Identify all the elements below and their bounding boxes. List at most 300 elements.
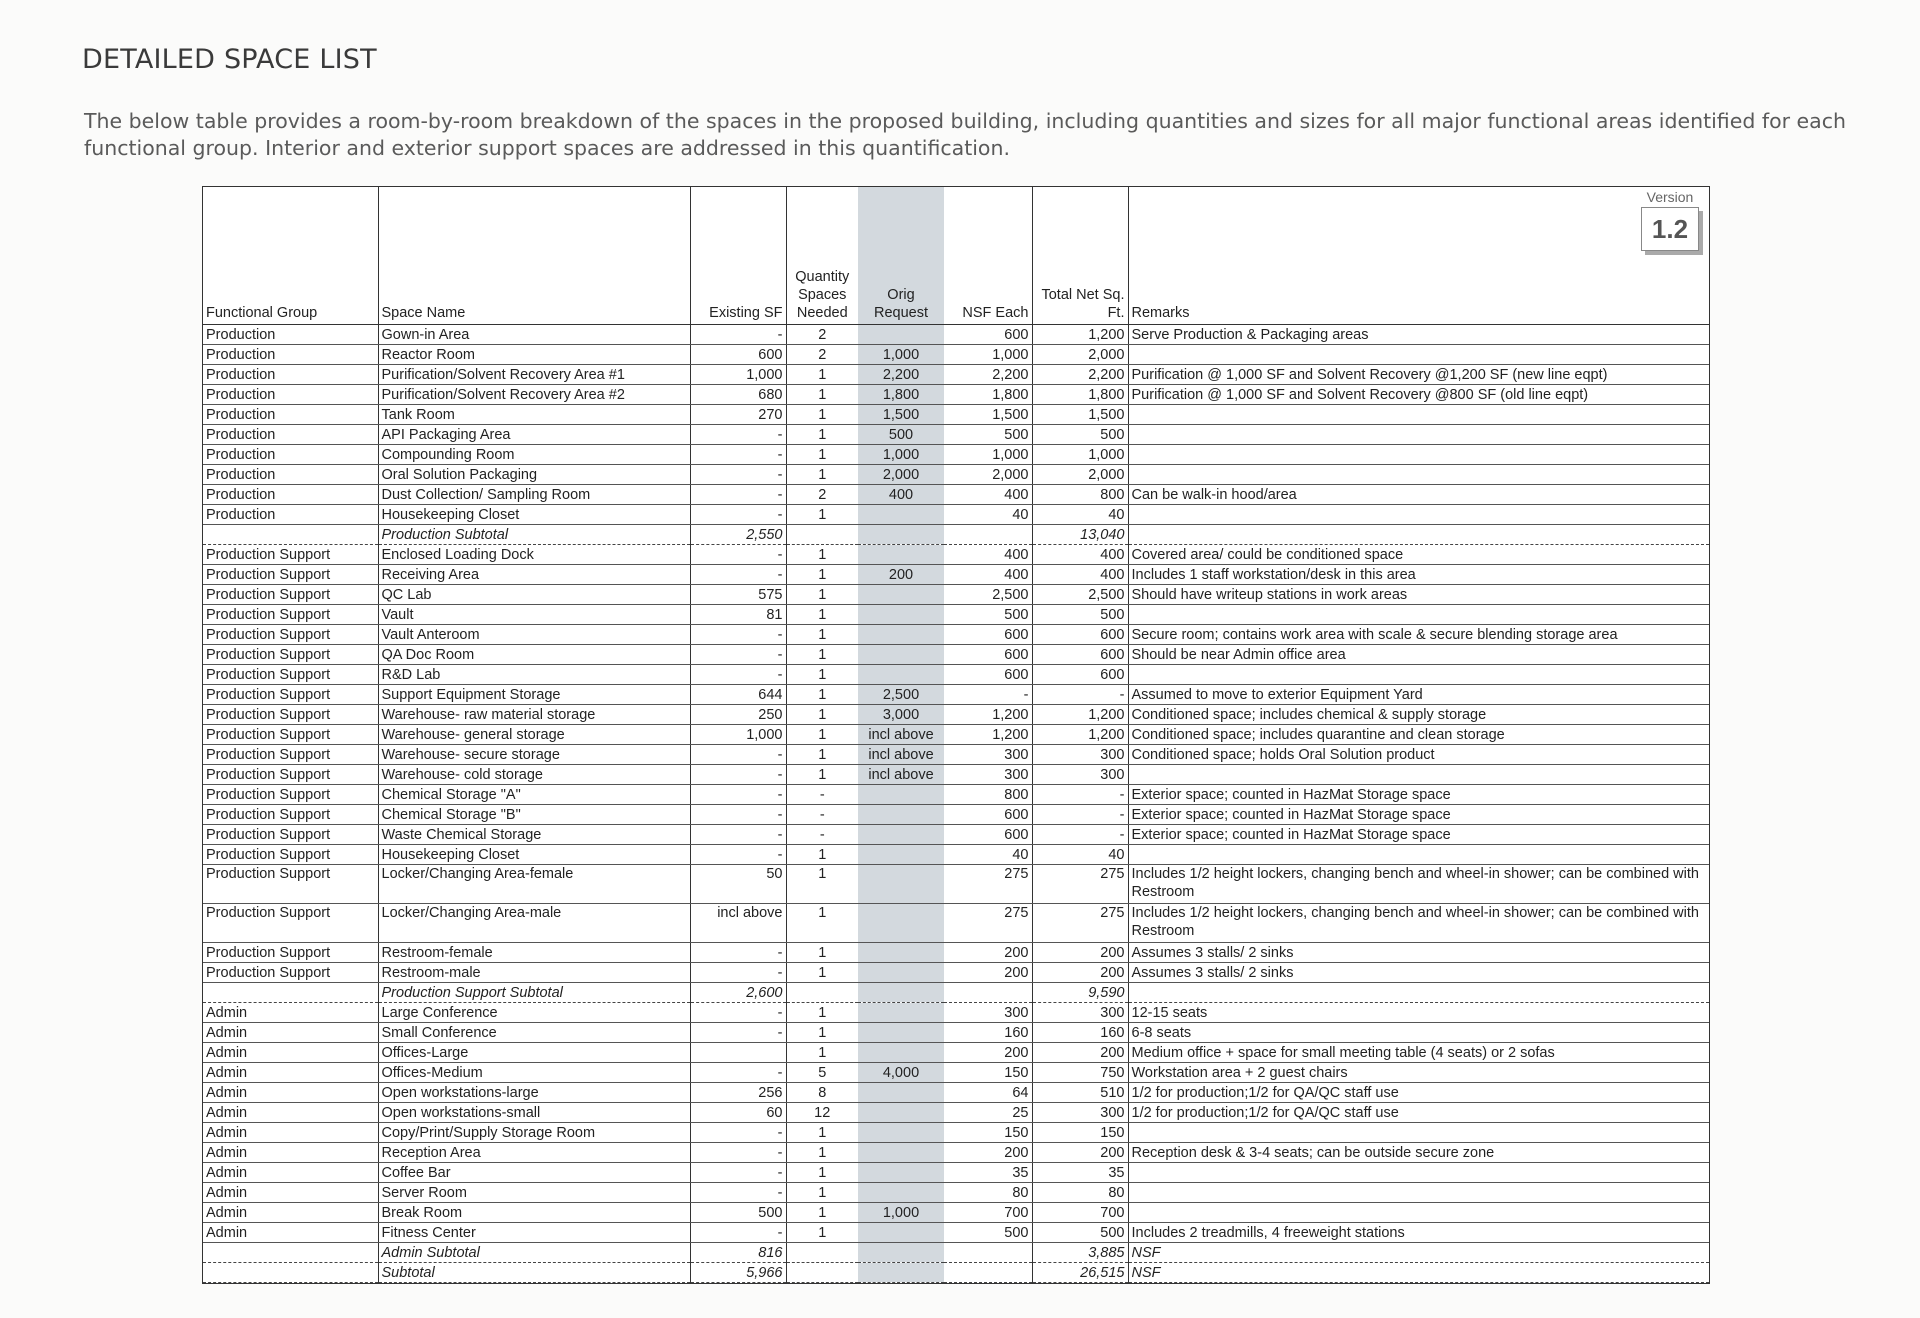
- cell-total-net-sf: 200: [1032, 943, 1128, 963]
- cell-nsf-each: 80: [944, 1183, 1032, 1203]
- cell-orig-request: [858, 545, 944, 565]
- cell-space-name: Warehouse- raw material storage: [378, 705, 690, 725]
- cell-space-name: Enclosed Loading Dock: [378, 545, 690, 565]
- cell-orig-request: [858, 625, 944, 645]
- cell-space-name: Warehouse- general storage: [378, 725, 690, 745]
- cell-quantity: 1: [786, 665, 858, 685]
- cell-remarks: [1128, 405, 1709, 425]
- cell-quantity: 1: [786, 585, 858, 605]
- cell-functional-group: Admin: [203, 1163, 378, 1183]
- cell-remarks: Includes 1/2 height lockers, changing bench and wheel-in shower; can be combined with Restroom: [1128, 865, 1709, 904]
- cell-total-net-sf: 1,800: [1032, 385, 1128, 405]
- cell-orig-request: [858, 645, 944, 665]
- cell-remarks: Medium office + space for small meeting table (4 seats) or 2 sofas: [1128, 1043, 1709, 1063]
- cell-quantity: 2: [786, 325, 858, 345]
- cell-existing-sf: -: [690, 625, 786, 645]
- cell-quantity: 1: [786, 1123, 858, 1143]
- cell-space-name: Warehouse- cold storage: [378, 765, 690, 785]
- cell-functional-group: Production Support: [203, 565, 378, 585]
- cell-functional-group: Production: [203, 445, 378, 465]
- table-row: [203, 845, 1709, 865]
- cell-quantity: 1: [786, 1163, 858, 1183]
- cell-space-name: Fitness Center: [378, 1223, 690, 1243]
- cell-nsf-each: 200: [944, 963, 1032, 983]
- cell-nsf-each: 300: [944, 1003, 1032, 1023]
- cell-total-net-sf: 200: [1032, 963, 1128, 983]
- space-list-table: [203, 187, 1709, 1283]
- cell-nsf-each: 500: [944, 425, 1032, 445]
- cell-total-net-sf: 160: [1032, 1023, 1128, 1043]
- table-row: [203, 705, 1709, 725]
- cell-remarks: Exterior space; counted in HazMat Storage space: [1128, 805, 1709, 825]
- cell-remarks: [1128, 1163, 1709, 1183]
- cell-functional-group: Production: [203, 485, 378, 505]
- subtotal-row: [203, 1243, 1709, 1263]
- cell-existing-sf: -: [690, 1163, 786, 1183]
- cell-space-name: Oral Solution Packaging: [378, 465, 690, 485]
- cell-quantity: 1: [786, 505, 858, 525]
- cell-remarks: Should have writeup stations in work areas: [1128, 585, 1709, 605]
- cell-functional-group: Admin: [203, 1083, 378, 1103]
- cell-orig-request: [858, 1083, 944, 1103]
- cell-functional-group: Production Support: [203, 865, 378, 904]
- cell-existing-sf: 5,966: [690, 1263, 786, 1283]
- cell-functional-group: Production Support: [203, 645, 378, 665]
- intro-paragraph: The below table provides a room-by-room breakdown of the spaces in the proposed building, including quantities and sizes for all major functional areas identified for each functional group. Interior and exterior support spaces are addressed in this quantification.: [84, 109, 1846, 160]
- cell-remarks: 1/2 for production;1/2 for QA/QC staff use: [1128, 1083, 1709, 1103]
- cell-remarks: [1128, 605, 1709, 625]
- cell-remarks: Assumed to move to exterior Equipment Yard: [1128, 685, 1709, 705]
- cell-space-name: Restroom-male: [378, 963, 690, 983]
- cell-existing-sf: 680: [690, 385, 786, 405]
- cell-existing-sf: 500: [690, 1203, 786, 1223]
- page-title: DETAILED SPACE LIST: [82, 44, 377, 75]
- cell-nsf-each: 400: [944, 485, 1032, 505]
- cell-existing-sf: -: [690, 325, 786, 345]
- cell-orig-request: [858, 1243, 944, 1263]
- cell-quantity: [786, 1243, 858, 1263]
- cell-functional-group: Production Support: [203, 845, 378, 865]
- cell-existing-sf: -: [690, 425, 786, 445]
- cell-orig-request: [858, 505, 944, 525]
- cell-remarks: [1128, 505, 1709, 525]
- cell-quantity: [786, 525, 858, 545]
- table-row: [203, 765, 1709, 785]
- cell-nsf-each: 1,000: [944, 445, 1032, 465]
- cell-existing-sf: -: [690, 943, 786, 963]
- cell-total-net-sf: 275: [1032, 865, 1128, 904]
- cell-nsf-each: 300: [944, 765, 1032, 785]
- cell-existing-sf: -: [690, 963, 786, 983]
- cell-existing-sf: -: [690, 645, 786, 665]
- cell-nsf-each: 600: [944, 825, 1032, 845]
- cell-nsf-each: -: [944, 685, 1032, 705]
- cell-existing-sf: -: [690, 825, 786, 845]
- cell-remarks: Secure room; contains work area with scale & secure blending storage area: [1128, 625, 1709, 645]
- cell-total-net-sf: -: [1032, 825, 1128, 845]
- cell-quantity: 1: [786, 385, 858, 405]
- cell-remarks: Purification @ 1,000 SF and Solvent Recovery @800 SF (old line eqpt): [1128, 385, 1709, 405]
- cell-orig-request: 2,000: [858, 465, 944, 485]
- version-label: Version: [1646, 189, 1694, 205]
- table-row: [203, 345, 1709, 365]
- cell-nsf-each: 200: [944, 943, 1032, 963]
- table-row: [203, 365, 1709, 385]
- table-row: [203, 545, 1709, 565]
- cell-remarks: 12-15 seats: [1128, 1003, 1709, 1023]
- cell-total-net-sf: 35: [1032, 1163, 1128, 1183]
- cell-space-name: Large Conference: [378, 1003, 690, 1023]
- cell-remarks: Conditioned space; holds Oral Solution product: [1128, 745, 1709, 765]
- cell-remarks: Should be near Admin office area: [1128, 645, 1709, 665]
- cell-remarks: [1128, 445, 1709, 465]
- table-row: [203, 1203, 1709, 1223]
- cell-orig-request: 1,500: [858, 405, 944, 425]
- cell-remarks: Assumes 3 stalls/ 2 sinks: [1128, 943, 1709, 963]
- cell-nsf-each: 150: [944, 1063, 1032, 1083]
- cell-total-net-sf: 1,200: [1032, 705, 1128, 725]
- cell-nsf-each: 1,000: [944, 345, 1032, 365]
- cell-space-name: Locker/Changing Area-male: [378, 904, 690, 943]
- table-row: [203, 1043, 1709, 1063]
- cell-functional-group: Production Support: [203, 545, 378, 565]
- cell-remarks: [1128, 1183, 1709, 1203]
- cell-total-net-sf: 300: [1032, 745, 1128, 765]
- cell-existing-sf: -: [690, 845, 786, 865]
- cell-functional-group: Production Support: [203, 963, 378, 983]
- cell-nsf-each: 160: [944, 1023, 1032, 1043]
- cell-orig-request: [858, 1163, 944, 1183]
- cell-existing-sf: -: [690, 445, 786, 465]
- cell-total-net-sf: 40: [1032, 845, 1128, 865]
- cell-total-net-sf: 9,590: [1032, 983, 1128, 1003]
- cell-existing-sf: 600: [690, 345, 786, 365]
- cell-orig-request: 2,500: [858, 685, 944, 705]
- cell-total-net-sf: 750: [1032, 1063, 1128, 1083]
- table-row: [203, 505, 1709, 525]
- cell-existing-sf: 2,600: [690, 983, 786, 1003]
- cell-functional-group: Production Support: [203, 705, 378, 725]
- cell-functional-group: Production Support: [203, 665, 378, 685]
- cell-nsf-each: [944, 525, 1032, 545]
- cell-nsf-each: 1,500: [944, 405, 1032, 425]
- cell-existing-sf: 1,000: [690, 365, 786, 385]
- cell-orig-request: [858, 1143, 944, 1163]
- cell-total-net-sf: 510: [1032, 1083, 1128, 1103]
- cell-quantity: 1: [786, 845, 858, 865]
- cell-orig-request: [858, 665, 944, 685]
- version-number: 1.2: [1641, 207, 1699, 251]
- cell-remarks: [1128, 1123, 1709, 1143]
- cell-functional-group: Production: [203, 385, 378, 405]
- cell-orig-request: 1,000: [858, 1203, 944, 1223]
- cell-functional-group: Production Support: [203, 904, 378, 943]
- cell-orig-request: [858, 1183, 944, 1203]
- table-row: [203, 943, 1709, 963]
- cell-space-name: Break Room: [378, 1203, 690, 1223]
- cell-functional-group: Admin: [203, 1103, 378, 1123]
- cell-quantity: 1: [786, 1223, 858, 1243]
- cell-existing-sf: 60: [690, 1103, 786, 1123]
- cell-orig-request: [858, 904, 944, 943]
- cell-total-net-sf: 400: [1032, 565, 1128, 585]
- cell-quantity: 1: [786, 1043, 858, 1063]
- header-total-net-sf: Total Net Sq. Ft.: [1032, 187, 1128, 325]
- cell-functional-group: Production Support: [203, 585, 378, 605]
- cell-space-name: R&D Lab: [378, 665, 690, 685]
- cell-remarks: Assumes 3 stalls/ 2 sinks: [1128, 963, 1709, 983]
- cell-remarks: Conditioned space; includes quarantine and clean storage: [1128, 725, 1709, 745]
- header-quantity: Quantity Spaces Needed: [786, 187, 858, 325]
- cell-functional-group: Production: [203, 505, 378, 525]
- cell-remarks: Includes 1/2 height lockers, changing bench and wheel-in shower; can be combined with Restroom: [1128, 904, 1709, 943]
- cell-functional-group: Production Support: [203, 805, 378, 825]
- cell-quantity: 1: [786, 605, 858, 625]
- cell-functional-group: Admin: [203, 1183, 378, 1203]
- cell-existing-sf: 50: [690, 865, 786, 904]
- cell-existing-sf: -: [690, 505, 786, 525]
- cell-nsf-each: 600: [944, 625, 1032, 645]
- cell-orig-request: [858, 605, 944, 625]
- cell-quantity: 1: [786, 545, 858, 565]
- cell-space-name: Chemical Storage "B": [378, 805, 690, 825]
- cell-total-net-sf: 1,500: [1032, 405, 1128, 425]
- cell-quantity: -: [786, 785, 858, 805]
- cell-total-net-sf: 26,515: [1032, 1263, 1128, 1283]
- cell-nsf-each: 2,000: [944, 465, 1032, 485]
- cell-nsf-each: 700: [944, 1203, 1032, 1223]
- table-row: [203, 745, 1709, 765]
- table-row: [203, 565, 1709, 585]
- cell-total-net-sf: 500: [1032, 1223, 1128, 1243]
- cell-existing-sf: -: [690, 1123, 786, 1143]
- cell-space-name: Vault: [378, 605, 690, 625]
- cell-quantity: 2: [786, 485, 858, 505]
- cell-existing-sf: -: [690, 665, 786, 685]
- cell-quantity: 1: [786, 725, 858, 745]
- cell-nsf-each: 500: [944, 605, 1032, 625]
- cell-orig-request: [858, 1103, 944, 1123]
- cell-remarks: [1128, 845, 1709, 865]
- cell-functional-group: Production Support: [203, 625, 378, 645]
- cell-orig-request: [858, 1023, 944, 1043]
- table-row: [203, 685, 1709, 705]
- table-row: [203, 904, 1709, 943]
- cell-functional-group: Admin: [203, 1023, 378, 1043]
- cell-orig-request: 2,200: [858, 365, 944, 385]
- cell-existing-sf: -: [690, 745, 786, 765]
- cell-space-name: Housekeeping Closet: [378, 845, 690, 865]
- cell-orig-request: [858, 825, 944, 845]
- cell-orig-request: 3,000: [858, 705, 944, 725]
- cell-space-name: Receiving Area: [378, 565, 690, 585]
- cell-remarks: Conditioned space; includes chemical & supply storage: [1128, 705, 1709, 725]
- cell-functional-group: Production: [203, 345, 378, 365]
- cell-quantity: 1: [786, 645, 858, 665]
- cell-quantity: 12: [786, 1103, 858, 1123]
- cell-quantity: 1: [786, 745, 858, 765]
- cell-quantity: 1: [786, 1203, 858, 1223]
- cell-remarks: [1128, 345, 1709, 365]
- cell-nsf-each: 600: [944, 325, 1032, 345]
- cell-remarks: Serve Production & Packaging areas: [1128, 325, 1709, 345]
- cell-space-name: Open workstations-small: [378, 1103, 690, 1123]
- cell-orig-request: 1,800: [858, 385, 944, 405]
- cell-space-name: Offices-Medium: [378, 1063, 690, 1083]
- header-nsf-each: NSF Each: [944, 187, 1032, 325]
- cell-nsf-each: 600: [944, 665, 1032, 685]
- cell-remarks: [1128, 765, 1709, 785]
- table-row: [203, 1003, 1709, 1023]
- cell-remarks: Workstation area + 2 guest chairs: [1128, 1063, 1709, 1083]
- cell-total-net-sf: 300: [1032, 1103, 1128, 1123]
- table-row: [203, 963, 1709, 983]
- cell-quantity: 1: [786, 465, 858, 485]
- cell-quantity: [786, 983, 858, 1003]
- cell-existing-sf: -: [690, 785, 786, 805]
- cell-existing-sf: 644: [690, 685, 786, 705]
- cell-nsf-each: 40: [944, 505, 1032, 525]
- cell-nsf-each: 800: [944, 785, 1032, 805]
- cell-existing-sf: 81: [690, 605, 786, 625]
- cell-quantity: -: [786, 825, 858, 845]
- cell-remarks: [1128, 983, 1709, 1003]
- cell-total-net-sf: 150: [1032, 1123, 1128, 1143]
- table-row: [203, 385, 1709, 405]
- cell-existing-sf: 1,000: [690, 725, 786, 745]
- cell-total-net-sf: 200: [1032, 1143, 1128, 1163]
- cell-nsf-each: 400: [944, 545, 1032, 565]
- cell-space-name: Warehouse- secure storage: [378, 745, 690, 765]
- table-row: [203, 625, 1709, 645]
- cell-existing-sf: -: [690, 1183, 786, 1203]
- cell-remarks: Includes 2 treadmills, 4 freeweight stations: [1128, 1223, 1709, 1243]
- cell-total-net-sf: 2,000: [1032, 345, 1128, 365]
- cell-functional-group: Production Support: [203, 685, 378, 705]
- cell-nsf-each: 200: [944, 1143, 1032, 1163]
- cell-space-name: Gown-in Area: [378, 325, 690, 345]
- cell-orig-request: 500: [858, 425, 944, 445]
- table-row: [203, 425, 1709, 445]
- cell-nsf-each: [944, 983, 1032, 1003]
- cell-functional-group: Admin: [203, 1143, 378, 1163]
- table-row: [203, 865, 1709, 904]
- cell-nsf-each: 200: [944, 1043, 1032, 1063]
- cell-functional-group: Admin: [203, 1223, 378, 1243]
- table-row: [203, 1183, 1709, 1203]
- cell-space-name: Support Equipment Storage: [378, 685, 690, 705]
- table-row: [203, 465, 1709, 485]
- cell-quantity: [786, 1263, 858, 1283]
- cell-nsf-each: 600: [944, 645, 1032, 665]
- cell-orig-request: 4,000: [858, 1063, 944, 1083]
- cell-remarks: 6-8 seats: [1128, 1023, 1709, 1043]
- cell-orig-request: [858, 1263, 944, 1283]
- cell-quantity: 1: [786, 1183, 858, 1203]
- cell-existing-sf: -: [690, 1063, 786, 1083]
- table-row: [203, 1083, 1709, 1103]
- cell-total-net-sf: 600: [1032, 625, 1128, 645]
- cell-functional-group: Production: [203, 465, 378, 485]
- cell-existing-sf: [690, 1043, 786, 1063]
- cell-functional-group: [203, 1243, 378, 1263]
- cell-nsf-each: [944, 1263, 1032, 1283]
- cell-space-name: Vault Anteroom: [378, 625, 690, 645]
- cell-space-name: Coffee Bar: [378, 1163, 690, 1183]
- cell-functional-group: Production Support: [203, 725, 378, 745]
- cell-total-net-sf: 300: [1032, 765, 1128, 785]
- cell-orig-request: [858, 963, 944, 983]
- cell-nsf-each: 2,200: [944, 365, 1032, 385]
- cell-nsf-each: 2,500: [944, 585, 1032, 605]
- cell-quantity: 1: [786, 1003, 858, 1023]
- cell-remarks: Reception desk & 3-4 seats; can be outside secure zone: [1128, 1143, 1709, 1163]
- cell-total-net-sf: 3,885: [1032, 1243, 1128, 1263]
- cell-orig-request: [858, 525, 944, 545]
- cell-nsf-each: [944, 1243, 1032, 1263]
- cell-nsf-each: 600: [944, 805, 1032, 825]
- cell-existing-sf: -: [690, 1223, 786, 1243]
- cell-total-net-sf: -: [1032, 785, 1128, 805]
- cell-space-name: Small Conference: [378, 1023, 690, 1043]
- cell-quantity: 5: [786, 1063, 858, 1083]
- table-row: [203, 1023, 1709, 1043]
- cell-quantity: 1: [786, 445, 858, 465]
- cell-functional-group: [203, 525, 378, 545]
- cell-space-name: API Packaging Area: [378, 425, 690, 445]
- header-remarks: Remarks: [1128, 187, 1709, 325]
- subtotal-row: [203, 1263, 1709, 1283]
- version-badge: [1641, 187, 1699, 251]
- cell-orig-request: 200: [858, 565, 944, 585]
- cell-functional-group: Production: [203, 425, 378, 445]
- cell-functional-group: Admin: [203, 1063, 378, 1083]
- cell-nsf-each: 275: [944, 865, 1032, 904]
- table-row: [203, 805, 1709, 825]
- cell-nsf-each: 1,200: [944, 725, 1032, 745]
- cell-nsf-each: 64: [944, 1083, 1032, 1103]
- cell-remarks: 1/2 for production;1/2 for QA/QC staff use: [1128, 1103, 1709, 1123]
- cell-space-name: Reactor Room: [378, 345, 690, 365]
- cell-remarks: NSF: [1128, 1263, 1709, 1283]
- cell-orig-request: incl above: [858, 745, 944, 765]
- cell-space-name: Copy/Print/Supply Storage Room: [378, 1123, 690, 1143]
- cell-space-name: Restroom-female: [378, 943, 690, 963]
- cell-orig-request: [858, 1003, 944, 1023]
- cell-space-name: Production Subtotal: [378, 525, 690, 545]
- cell-quantity: 1: [786, 904, 858, 943]
- cell-functional-group: Production Support: [203, 943, 378, 963]
- cell-nsf-each: 500: [944, 1223, 1032, 1243]
- table-row: [203, 445, 1709, 465]
- cell-space-name: Offices-Large: [378, 1043, 690, 1063]
- cell-nsf-each: 300: [944, 745, 1032, 765]
- cell-total-net-sf: 200: [1032, 1043, 1128, 1063]
- cell-quantity: 1: [786, 685, 858, 705]
- cell-quantity: 1: [786, 1023, 858, 1043]
- cell-space-name: Admin Subtotal: [378, 1243, 690, 1263]
- cell-existing-sf: -: [690, 1143, 786, 1163]
- table-row: [203, 325, 1709, 345]
- cell-existing-sf: incl above: [690, 904, 786, 943]
- table-row: [203, 605, 1709, 625]
- cell-existing-sf: -: [690, 1003, 786, 1023]
- cell-total-net-sf: -: [1032, 805, 1128, 825]
- cell-orig-request: [858, 1223, 944, 1243]
- table-row: [203, 1223, 1709, 1243]
- cell-quantity: 1: [786, 1143, 858, 1163]
- cell-orig-request: 400: [858, 485, 944, 505]
